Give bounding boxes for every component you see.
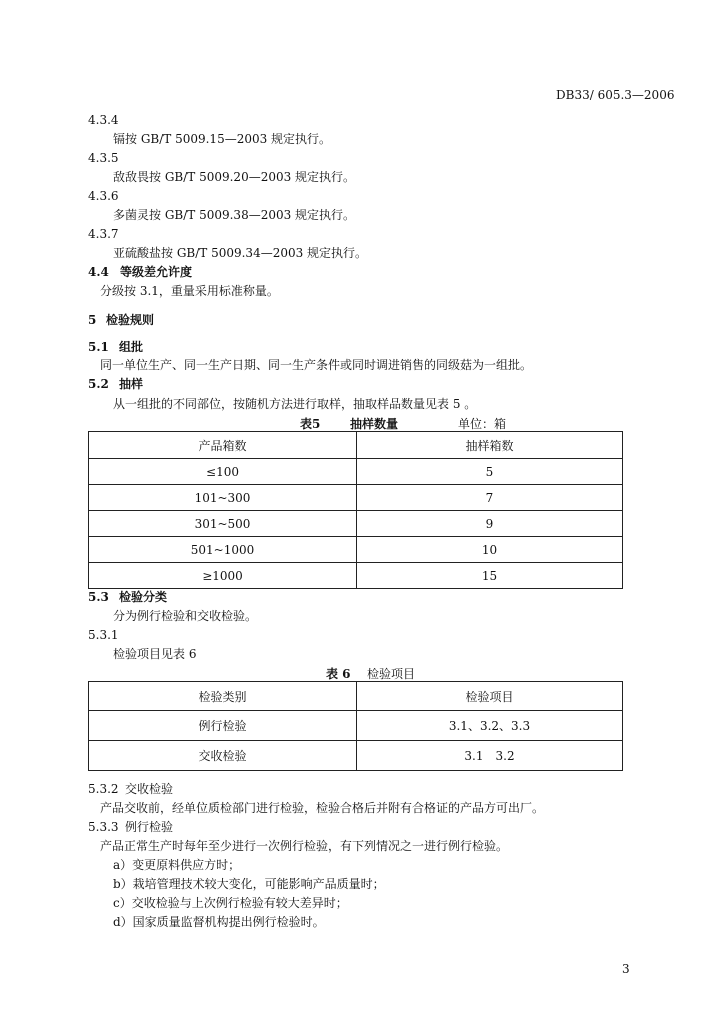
section-4-4-title: 等级差允许度 bbox=[120, 265, 193, 279]
table-row bbox=[89, 711, 623, 741]
list-item: b）栽培管理技术较大变化，可能影响产品质量时； bbox=[113, 877, 385, 891]
table-cell: 9 bbox=[357, 511, 623, 537]
table5-caption-label: 表5 bbox=[300, 417, 321, 431]
section-5-3-title: 检验分类 bbox=[119, 590, 168, 604]
section-4-3-7-number: 4.3.7 bbox=[88, 227, 119, 241]
table-row bbox=[89, 459, 623, 485]
table-row bbox=[89, 537, 623, 563]
page-number: 3 bbox=[622, 962, 630, 976]
section-4-3-4-text: 镉按 GB/T 5009.15—2003 规定执行。 bbox=[113, 132, 332, 146]
section-5-3-text: 分为例行检验和交收检验。 bbox=[113, 609, 258, 623]
list-item: c）交收检验与上次例行检验有较大差异时； bbox=[113, 896, 348, 910]
section-5-3-1-text: 检验项目见表 6 bbox=[113, 647, 197, 661]
section-5-2-text: 从一组批的不同部位，按随机方法进行取样，抽取样品数量见表 5 。 bbox=[113, 397, 477, 411]
section-5-3-3-text: 产品正常生产时每年至少进行一次例行检验，有下列情况之一进行例行检验。 bbox=[100, 839, 509, 853]
inspection-items-table bbox=[88, 681, 623, 771]
section-5-2-number: 5.2 bbox=[88, 377, 109, 391]
document-code: DB33/ 605.3—2006 bbox=[556, 88, 675, 102]
section-5-3-2-title: 交收检验 bbox=[125, 782, 174, 796]
section-4-3-5-number: 4.3.5 bbox=[88, 151, 119, 165]
section-4-3-6-number: 4.3.6 bbox=[88, 189, 119, 203]
section-5-number: 5 bbox=[88, 313, 97, 327]
section-5-3-3-number: 5.3.3 bbox=[88, 820, 119, 834]
table6-caption-label: 表 6 bbox=[326, 667, 351, 681]
table-cell: 例行检验 bbox=[89, 711, 357, 741]
list-item: d）国家质量监督机构提出例行检验时。 bbox=[113, 915, 325, 929]
section-5-3-3-title: 例行检验 bbox=[125, 820, 174, 834]
table-header-cell: 抽样箱数 bbox=[357, 432, 623, 459]
section-4-4-text: 分级按 3.1，重量采用标准称量。 bbox=[100, 284, 279, 298]
table-row bbox=[89, 741, 623, 771]
table-header-cell: 产品箱数 bbox=[89, 432, 357, 459]
section-5-1-number: 5.1 bbox=[88, 340, 109, 354]
section-5-3-2-text: 产品交收前，经单位质检部门进行检验，检验合格后并附有合格证的产品方可出厂。 bbox=[100, 801, 545, 815]
section-5-3-number: 5.3 bbox=[88, 590, 109, 604]
section-4-3-7-text: 亚硫酸盐按 GB/T 5009.34—2003 规定执行。 bbox=[113, 246, 368, 260]
section-4-3-6-text: 多菌灵按 GB/T 5009.38—2003 规定执行。 bbox=[113, 208, 356, 222]
table-cell: ≤100 bbox=[89, 459, 357, 485]
section-5-title: 检验规则 bbox=[106, 313, 155, 327]
section-4-3-5-text: 敌敌畏按 GB/T 5009.20—2003 规定执行。 bbox=[113, 170, 356, 184]
table-header-row bbox=[89, 432, 623, 459]
table-cell: 交收检验 bbox=[89, 741, 357, 771]
table5-unit: 单位：箱 bbox=[458, 417, 507, 431]
section-4-4-number: 4.4 bbox=[88, 265, 109, 279]
section-5-3-2-number: 5.3.2 bbox=[88, 782, 119, 796]
sampling-quantity-table bbox=[88, 431, 623, 589]
table-cell: 3.1、3.2、3.3 bbox=[357, 711, 623, 741]
section-5-1-text: 同一单位生产、同一生产日期、同一生产条件或同时调进销售的同级菇为一组批。 bbox=[100, 358, 533, 372]
table6-caption-title: 检验项目 bbox=[367, 667, 416, 681]
section-4-3-4-number: 4.3.4 bbox=[88, 113, 119, 127]
section-5-2-title: 抽样 bbox=[119, 377, 144, 391]
table-cell: 3.1 3.2 bbox=[357, 741, 623, 771]
table-row bbox=[89, 485, 623, 511]
table-row bbox=[89, 563, 623, 589]
table-header-cell: 检验类别 bbox=[89, 682, 357, 711]
table-cell: 15 bbox=[357, 563, 623, 589]
table-cell: 7 bbox=[357, 485, 623, 511]
list-item: a）变更原料供应方时； bbox=[113, 858, 241, 872]
table-header-row bbox=[89, 682, 623, 711]
table-cell: ≥1000 bbox=[89, 563, 357, 589]
section-5-3-1-number: 5.3.1 bbox=[88, 628, 119, 642]
table-header-cell: 检验项目 bbox=[357, 682, 623, 711]
table-cell: 501~1000 bbox=[89, 537, 357, 563]
table-cell: 10 bbox=[357, 537, 623, 563]
section-5-1-title: 组批 bbox=[119, 340, 144, 354]
table-cell: 5 bbox=[357, 459, 623, 485]
table5-caption-title: 抽样数量 bbox=[350, 417, 399, 431]
table-row bbox=[89, 511, 623, 537]
table-cell: 301~500 bbox=[89, 511, 357, 537]
table-cell: 101~300 bbox=[89, 485, 357, 511]
